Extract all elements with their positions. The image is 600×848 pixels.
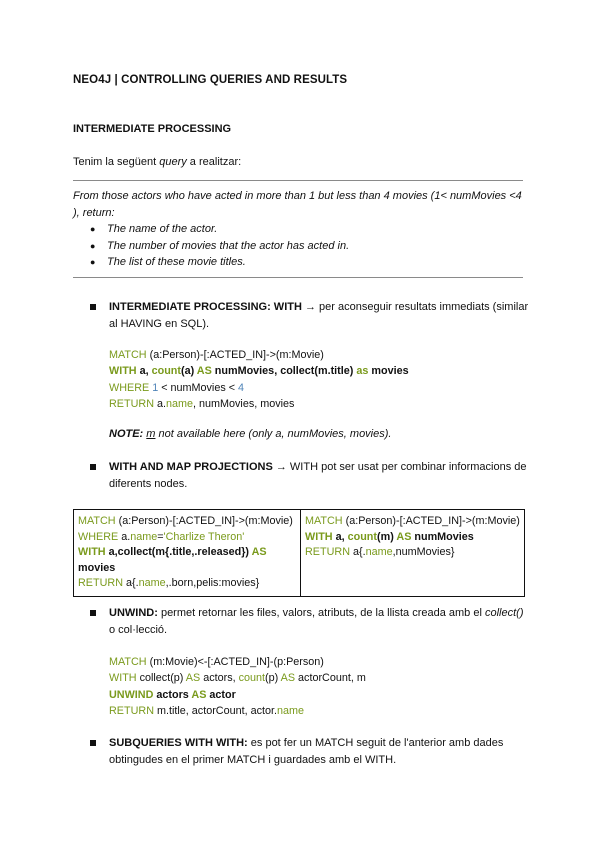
query-quote: [73, 188, 523, 271]
code-block-with: MATCH (a:Person)-[:ACTED_IN]->(m:Movie) WITH a, count(a) AS numMovies, collect(m.title) as movies WHERE 1 < numMovies < 4 RETURN a.name, numMovies, movies: [109, 349, 409, 410]
divider-top: [73, 180, 523, 181]
section-subqueries: SUBQUERIES WITH WITH: es pot fer un MATCH seguit de l'anterior amb dades obtingudes en el primer MATCH i guardades amb el WITH.: [109, 735, 529, 768]
code-block-unwind: MATCH (m:Movie)<-[:ACTED_IN]-(p:Person) WITH collect(p) AS actors, count(p) AS actorCount, m UNWIND actors AS actor RETURN m.title, actorCount, actor.name: [109, 656, 366, 717]
section-with: INTERMEDIATE PROCESSING: WITH → per aconseguir resultats immediats (similar al HAVING en SQL).: [109, 299, 529, 332]
quote-list: [73, 221, 523, 271]
quote-item: ● The list of these movie titles.: [107, 254, 523, 271]
quote-item: ● The number of movies that the actor has acted in.: [107, 238, 523, 255]
section-unwind: UNWIND: permet retornar les files, valors, atributs, de la llista creada amb el collect() o col·lecció.: [109, 605, 529, 638]
note-text: NOTE: m not available here (only a, numMovies, movies).: [109, 428, 392, 440]
page-title: NEO4J | CONTROLLING QUERIES AND RESULTS: [73, 74, 348, 86]
square-bullet-icon: [90, 610, 96, 616]
section-heading: INTERMEDIATE PROCESSING: [73, 123, 232, 135]
section-map-projections: WITH AND MAP PROJECTIONS → WITH pot ser usat per combinar informacions de diferents nodes.: [109, 459, 529, 492]
quote-text: From those actors who have acted in more than 1 but less than 4 movies (1< numMovies <4 ), return:: [73, 190, 522, 219]
square-bullet-icon: [90, 740, 96, 746]
intro-paragraph: Tenim la següent query a realitzar:: [73, 156, 242, 168]
square-bullet-icon: [90, 464, 96, 470]
code-box-right: MATCH (a:Person)-[:ACTED_IN]->(m:Movie) WITH a, count(m) AS numMovies RETURN a{.name,numMovies}: [301, 510, 525, 597]
square-bullet-icon: [90, 304, 96, 310]
quote-item: ● The name of the actor.: [107, 221, 523, 238]
code-box-left: MATCH (a:Person)-[:ACTED_IN]->(m:Movie) WHERE a.name='Charlize Theron' WITH a,collect(m{.title,.released}) AS movies RETURN a{.name,.born,pelis:movies}: [74, 510, 301, 597]
divider-bottom: [73, 277, 523, 278]
code-comparison-table: [73, 509, 525, 597]
